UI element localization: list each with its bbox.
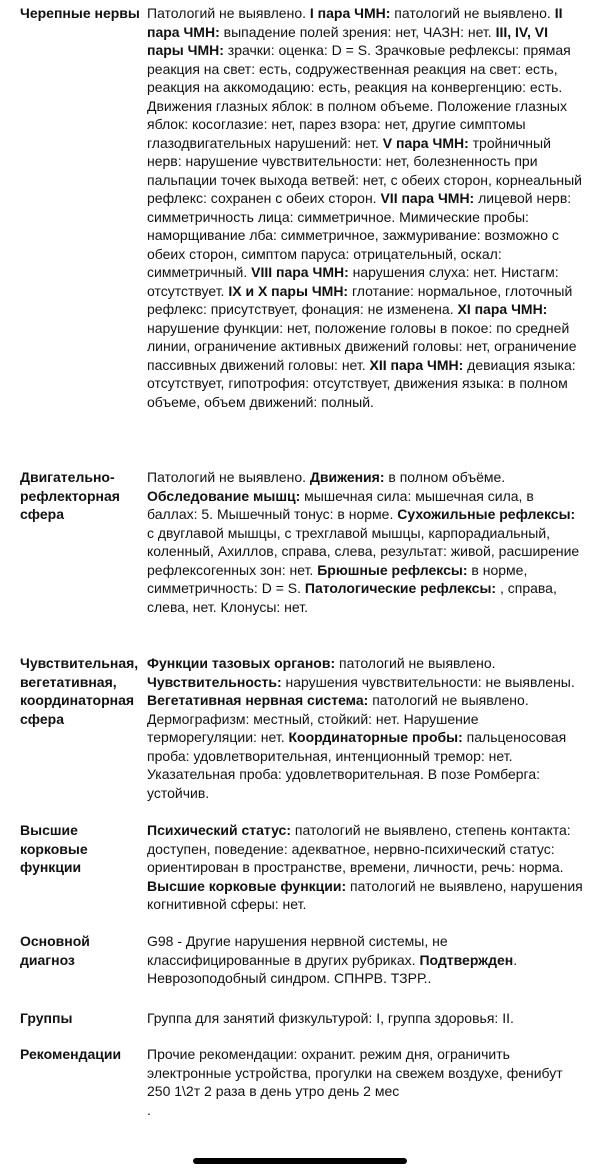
field-text: нарушения слуха: нет. Нистагм: отсутствует. xyxy=(147,264,559,299)
field-heading: Высшие корковые функции: xyxy=(147,877,347,894)
section-label: Высшие корковые функции xyxy=(20,822,88,875)
field-text: глотание: нормальное, глоточный рефлекс: присутствует, фонация: не изменена. xyxy=(147,282,573,317)
field-text: выпадение полей зрения: нет, ЧАЗН: нет. xyxy=(219,23,496,40)
field-text: пальценосовая проба: удовлетворительная, интенционный тремор: нет. Указательная проба: удовлетворительная. В позе Ромберга: устойчив. xyxy=(147,729,567,801)
field-heading: Координаторные пробы: xyxy=(288,729,463,745)
field-text: тройничный нерв: нарушение чувствительности: нет, болезненность при пальпации точек выхода ветвей: нет, с обеих сторон, корнеальный рефлекс: сохранен с обеих сторон. xyxy=(147,134,583,206)
field-text: девиация языка: отсутствует, гипотрофия: отсутствует, движения языка: в полном объеме, объем движений: полный. xyxy=(147,356,576,410)
section-label: Двигательно-рефлекторная сфера xyxy=(20,469,120,522)
section-content xyxy=(147,932,585,988)
section-content xyxy=(147,654,585,802)
field-text: лицевой нерв: симметричность лица: симметричное. Мимические пробы: наморщивание лба: симметричное, зажмуривание: возможно с обеих сторон, симптом паруса: отрицательный, оскал: симметричный. xyxy=(147,190,572,280)
field-text: с двуглавой мышцы, с трехглавой мышцы, карпорадиальный, коленный, Ахиллов, справа, слева, результат: живой, расширение рефлексогенных зон: нет. xyxy=(147,524,580,578)
field-text: Группа для занятий физкультурой: I, группа здоровья: II. xyxy=(147,1010,514,1026)
field-heading: Психический статус: xyxy=(147,822,291,838)
field-heading: Чувствительность: xyxy=(147,673,282,690)
field-heading: VIII пара ЧМН: xyxy=(251,264,349,280)
field-heading: Подтвержден xyxy=(419,951,514,968)
field-text: патологий не выявлено, степень контакта: доступен, поведение: адекватное, нервно-психический статус: ориентирован в пространстве, времени, личности, речь: норма. xyxy=(147,822,571,875)
section-label: Основной диагноз xyxy=(20,933,90,968)
section-content xyxy=(147,1045,585,1119)
section-label: Черепные нервы xyxy=(20,5,140,21)
field-text: G98 - Другие нарушения нервной системы, не классифицированные в других рубриках. xyxy=(147,933,448,968)
field-text: в норме, симметричность: D = S. xyxy=(147,561,528,596)
section-content xyxy=(147,821,585,914)
field-heading: Функции тазовых органов: xyxy=(147,655,336,671)
field-heading: Сухожильные рефлексы: xyxy=(397,506,576,522)
field-text: , справа, слева, нет. Клонусы: нет. xyxy=(147,580,557,615)
field-text: в полном объёме. xyxy=(384,469,506,485)
field-heading: Вегетативная нервная система: xyxy=(147,692,369,708)
field-heading: XI пара ЧМН: xyxy=(457,301,548,317)
field-text: патологий не выявлено, нарушения когнитивной сферы: нет. xyxy=(147,877,583,912)
field-heading: VII пара ЧМН: xyxy=(380,190,475,206)
field-heading: I пара ЧМН: xyxy=(309,5,391,21)
section-label: Чувствительная, вегетативная, координаторная сфера xyxy=(20,655,139,727)
field-heading: XII пара ЧМН: xyxy=(369,356,464,373)
field-heading: V пара ЧМН: xyxy=(382,134,469,151)
field-text: . xyxy=(147,1101,151,1118)
field-text: нарушения чувствительности: не выявлены. xyxy=(281,673,575,690)
field-heading: Брюшные рефлексы: xyxy=(317,561,468,578)
field-heading: IX и X пары ЧМН: xyxy=(228,282,349,299)
section-content xyxy=(147,468,585,616)
section-label: Рекомендации xyxy=(20,1046,122,1062)
field-text: патологий не выявлено. xyxy=(335,655,496,671)
home-indicator[interactable] xyxy=(193,1158,407,1164)
field-text: патологий не выявлено. xyxy=(390,5,555,21)
field-text: нарушение функции: нет, положение головы в покое: по средней линии, ограничение активных движений головы: нет, ограничение пассивных движений головы: нет. xyxy=(147,319,577,373)
field-text: зрачки: оценка: D = S. Зрачковые рефлексы: прямая реакция на свет: есть, содружественная реакция на свет: есть, реакция на аккомодацию: есть, реакция на конвергенцию: есть. Движения глазных яблок: в полном объеме. Положение глазных яблок: косоглазие: нет, парез взора: нет, другие симптомы глазодвигательных нарушений: нет. xyxy=(147,42,571,151)
field-heading: Движения: xyxy=(309,469,385,485)
field-heading: II пара ЧМН: xyxy=(147,5,563,40)
section-label: Группы xyxy=(20,1010,73,1026)
field-text: Патологий не выявлено. xyxy=(147,469,310,485)
field-heading: Обследование мышц: xyxy=(147,487,301,504)
field-heading: III, IV, VI пары ЧМН: xyxy=(147,23,548,58)
section-content xyxy=(147,1009,585,1028)
section-content xyxy=(147,4,585,411)
field-text: . Неврозоподобный синдром. СПНРВ. ТЗРР.. xyxy=(147,951,518,986)
field-text: Патологий не выявлено. xyxy=(147,5,310,21)
field-text: патологий не выявлено. Дермографизм: местный, стойкий: нет. Нарушение терморегуляции: нет. xyxy=(147,692,529,745)
field-text: мышечная сила: мышечная сила, в баллах: 5. Мышечный тонус: в норме. xyxy=(147,487,534,522)
field-heading: Патологические рефлексы: xyxy=(304,580,497,596)
field-text: Прочие рекомендации: охранит. режим дня, ограничить электронные устройства, прогулки на свежем воздухе, фенибут 250 1\2т 2 раза в день утро день 2 мес xyxy=(147,1046,563,1099)
